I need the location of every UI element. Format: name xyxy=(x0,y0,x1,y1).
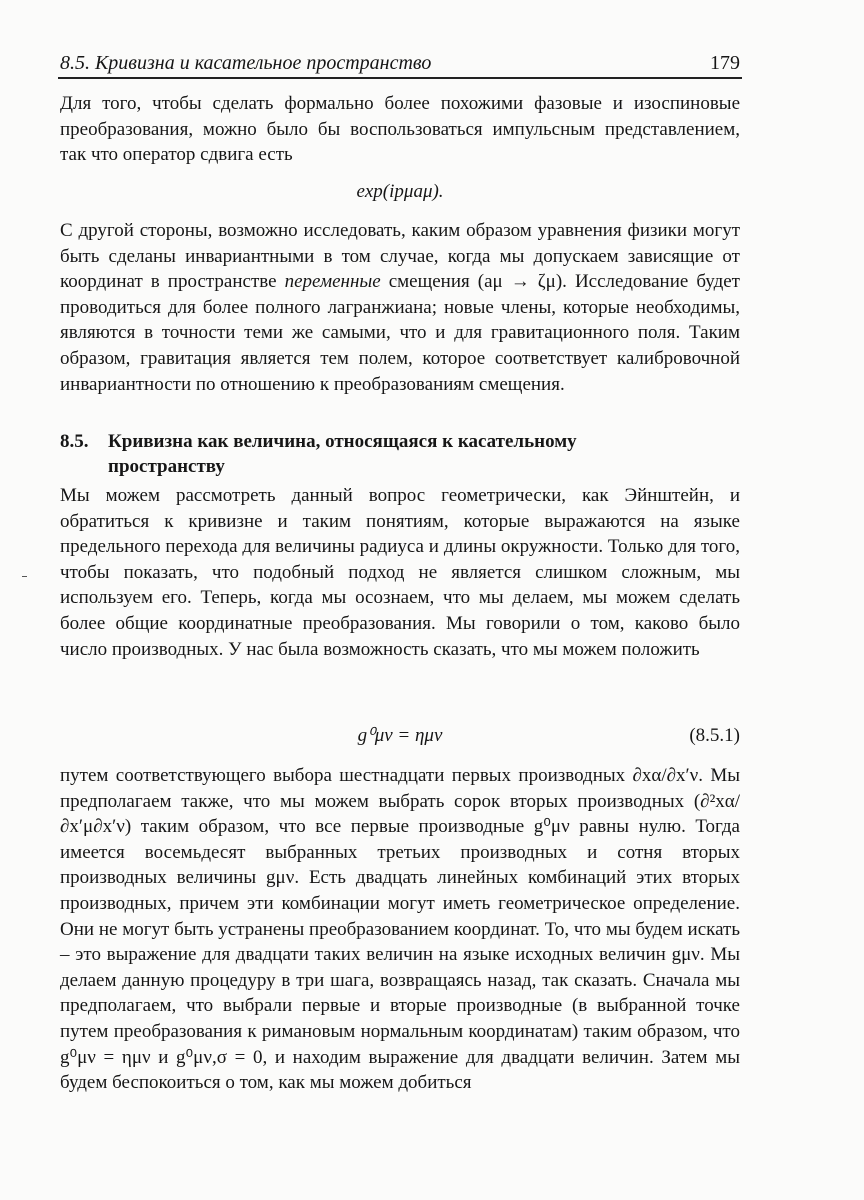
paragraph-gauge-text-start: С другой стороны, возможно исследовать, каким образом уравнения физики могут быть сделаны инвариантными в том случае, когда мы допускаем зависящие от координат в пространстве xyxy=(60,220,740,293)
running-head xyxy=(58,50,742,76)
formula-shift-operator xyxy=(60,178,740,206)
equation-number: (8.5.1) xyxy=(689,725,740,746)
paragraph-geometric-approach: Мы можем рассмотреть данный вопрос геометрически, как Эйнштейн, и обратиться к кривизне и таким понятиям, которые выражаются на языке предельного перехода для величины радиуса и длины окружности. Только для того, чтобы показать, что подобный подход не является слишком сложным, мы используем его. Теперь, когда мы осознаем, что мы делаем, мы можем сделать более общие координатные преобразования. Мы говорили о том, каково было число производных. У нас была возможность сказать, что мы можем положить xyxy=(60,485,740,660)
section-title-line-2: пространству xyxy=(108,456,225,477)
header-rule xyxy=(58,77,742,79)
paragraph-derivatives: путем соответствующего выбора шестнадцати первых производных ∂xα/∂x′ν. Мы предполагаем также, что мы можем выбрать сорок вторых производных (∂²xα/∂x′μ∂x′ν) таким образом, что все первые производные g⁰μν равны нулю. Тогда имеется восемьдесят выбранных третьих производных и сотня вторых производных величины gμν. Есть двадцать линейных комбинаций этих вторых производных, причем эти комбинации могут иметь геометрическое определение. Они не могут быть устранены преобразованием координат. То, что мы будем искать – это выражение для двадцати таких величин на языке исходных величин gμν. Мы делаем данную процедуру в три шага, возвращаясь назад, так сказать. Сначала мы предполагаем, что выбрали первые и вторые производные (в выбранной точке путем преобразования к римановым нормальным координатам) таким образом, что g⁰μν = ημν и g⁰μν,σ = 0, и находим выражение для двадцати величин. Затем мы будем беспокоиться о том, как мы можем добиться xyxy=(60,765,740,1094)
paragraph-gauge-text-end: смещения (aμ → ζμ). Исследование будет проводиться для более полного лагранжиана; новые члены, которые необходимы, являются в точности теми же самыми, что и для гравитационного поля. Таким образом, гравитация является тем полем, которое соответствует калибровочной инвариантности по отношению к преобразованиям смещения. xyxy=(60,271,740,395)
section-number: 8.5. xyxy=(60,431,89,452)
emphasis-variable: переменные xyxy=(284,271,381,293)
section-title-line-1: Кривизна как величина, относящаяся к касательному xyxy=(108,431,577,452)
page-number: 179 xyxy=(710,52,740,74)
paragraph-gauge-invariance xyxy=(60,218,740,397)
formula-shift-operator-text: exp(ipμaμ). xyxy=(356,181,444,202)
section-heading xyxy=(60,429,740,479)
running-head-title: 8.5. Кривизна и касательное пространство xyxy=(60,52,432,74)
paragraph-phase-isospin: Для того, чтобы сделать формально более похожими фазовые и изоспиновые преобразования, можно было бы воспользоваться импульсным представлением, так что оператор сдвига есть xyxy=(60,93,740,166)
equation-8-5-1 xyxy=(60,722,740,750)
margin-mark xyxy=(22,576,27,577)
equation-8-5-1-expression: g⁰μν = ημν xyxy=(357,725,443,746)
